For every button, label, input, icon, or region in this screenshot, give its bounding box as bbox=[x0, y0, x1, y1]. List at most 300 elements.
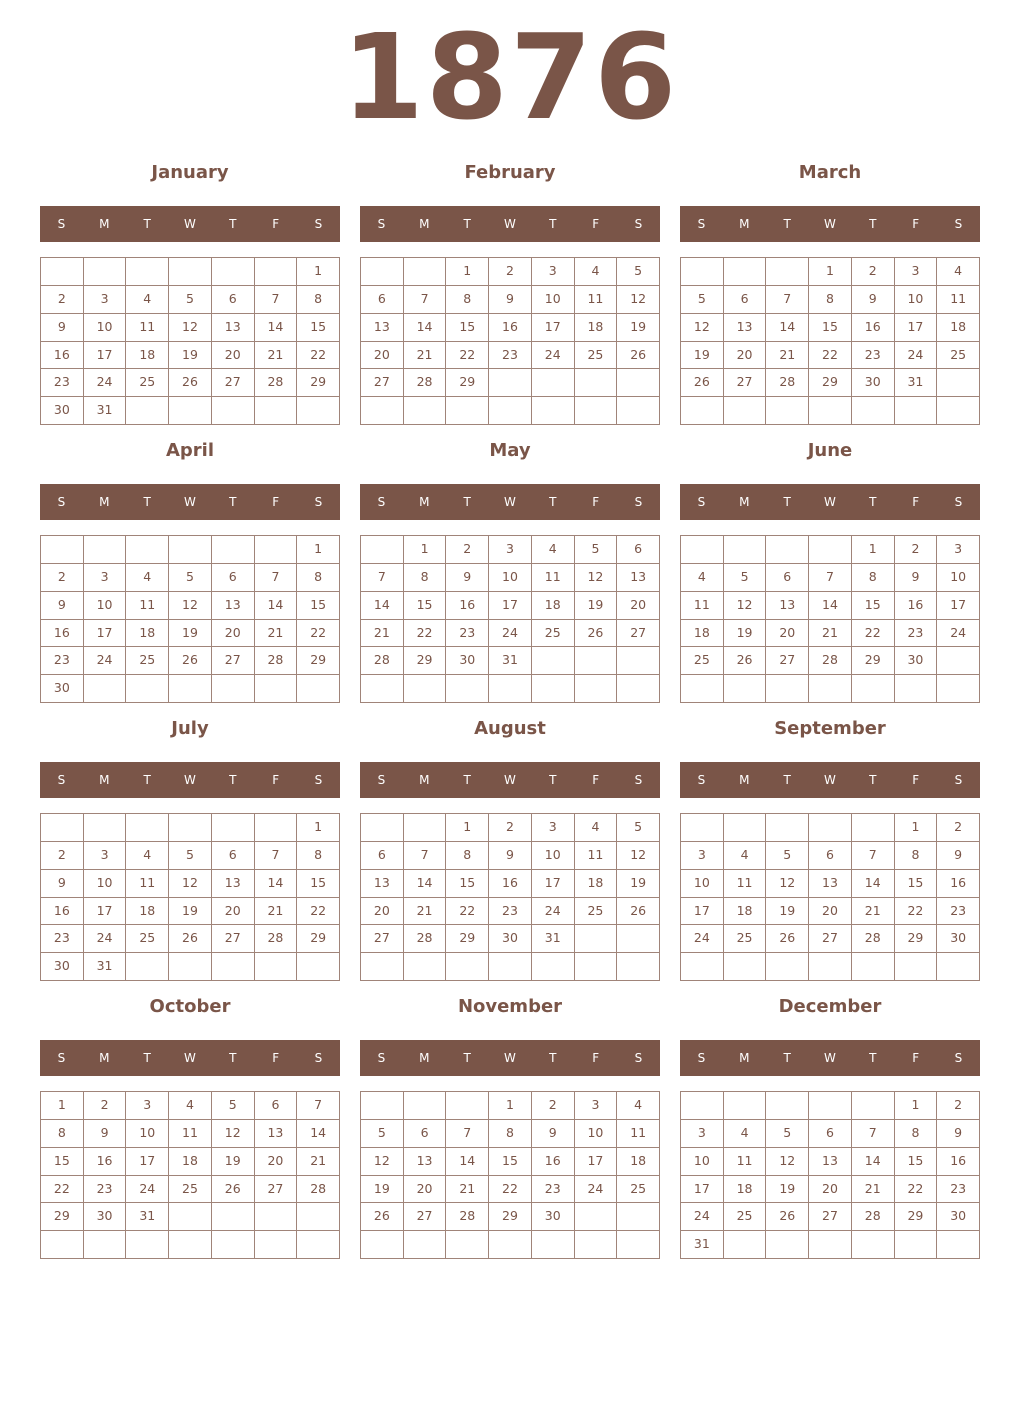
weekday-label: S bbox=[57, 773, 66, 787]
day-cell: 19 bbox=[617, 314, 660, 342]
weekday-label: W bbox=[184, 495, 196, 509]
weekday-label: M bbox=[739, 773, 750, 787]
day-cell: 29 bbox=[489, 1203, 532, 1231]
day-cell: 13 bbox=[361, 314, 404, 342]
day-cell: 8 bbox=[809, 286, 852, 314]
day-cell: 7 bbox=[766, 286, 809, 314]
day-cell: 25 bbox=[681, 647, 724, 675]
weekday-label: T bbox=[869, 1051, 877, 1065]
day-cell: 9 bbox=[895, 564, 938, 592]
day-cell: 29 bbox=[41, 1203, 84, 1231]
day-cell: 4 bbox=[617, 1092, 660, 1120]
day-cell: 16 bbox=[489, 870, 532, 898]
day-cell: 27 bbox=[255, 1176, 298, 1204]
day-cell: 16 bbox=[41, 898, 84, 926]
day-cell: 18 bbox=[126, 342, 169, 370]
day-cell: 18 bbox=[126, 898, 169, 926]
day-cell: 3 bbox=[681, 1120, 724, 1148]
weekday-label: T bbox=[783, 773, 791, 787]
day-cell: 2 bbox=[41, 564, 84, 592]
day-cell: 14 bbox=[404, 314, 447, 342]
day-cell: 28 bbox=[404, 369, 447, 397]
empty-day-cell bbox=[937, 369, 980, 397]
weekday-label: S bbox=[697, 773, 706, 787]
day-cell: 6 bbox=[766, 564, 809, 592]
empty-day-cell bbox=[617, 953, 660, 981]
day-cell: 23 bbox=[41, 369, 84, 397]
day-cell: 26 bbox=[212, 1176, 255, 1204]
weekday-label: M bbox=[99, 773, 110, 787]
weekday-label: M bbox=[419, 773, 430, 787]
weekday-header bbox=[680, 206, 980, 242]
day-cell: 21 bbox=[297, 1148, 340, 1176]
day-cell: 17 bbox=[489, 592, 532, 620]
weekday-header bbox=[680, 762, 980, 798]
day-cell: 28 bbox=[361, 647, 404, 675]
empty-day-cell bbox=[575, 369, 618, 397]
empty-day-cell bbox=[169, 814, 212, 842]
empty-day-cell bbox=[489, 1231, 532, 1259]
day-cell: 15 bbox=[297, 314, 340, 342]
day-cell: 15 bbox=[446, 870, 489, 898]
day-cell: 17 bbox=[681, 1176, 724, 1204]
day-cell: 21 bbox=[404, 898, 447, 926]
weekday-label: M bbox=[99, 1051, 110, 1065]
empty-day-cell bbox=[617, 1203, 660, 1231]
day-cell: 2 bbox=[446, 536, 489, 564]
day-cell: 25 bbox=[617, 1176, 660, 1204]
day-grid bbox=[680, 1091, 980, 1259]
day-cell: 25 bbox=[126, 647, 169, 675]
day-cell: 19 bbox=[169, 342, 212, 370]
day-cell: 26 bbox=[169, 647, 212, 675]
day-cell: 3 bbox=[84, 286, 127, 314]
empty-day-cell bbox=[766, 1092, 809, 1120]
month-name: July bbox=[171, 718, 209, 739]
day-cell: 27 bbox=[766, 647, 809, 675]
day-cell: 28 bbox=[297, 1176, 340, 1204]
day-cell: 17 bbox=[895, 314, 938, 342]
empty-day-cell bbox=[532, 369, 575, 397]
day-cell: 10 bbox=[84, 870, 127, 898]
day-cell: 5 bbox=[212, 1092, 255, 1120]
day-cell: 14 bbox=[297, 1120, 340, 1148]
day-cell: 9 bbox=[852, 286, 895, 314]
day-cell: 28 bbox=[255, 925, 298, 953]
day-cell: 28 bbox=[404, 925, 447, 953]
day-cell: 17 bbox=[532, 314, 575, 342]
day-cell: 7 bbox=[809, 564, 852, 592]
day-cell: 1 bbox=[852, 536, 895, 564]
day-cell: 24 bbox=[532, 898, 575, 926]
day-cell: 15 bbox=[297, 870, 340, 898]
day-cell: 30 bbox=[895, 647, 938, 675]
day-cell: 13 bbox=[255, 1120, 298, 1148]
day-cell: 5 bbox=[169, 286, 212, 314]
empty-day-cell bbox=[404, 397, 447, 425]
day-cell: 20 bbox=[766, 620, 809, 648]
day-cell: 18 bbox=[724, 898, 767, 926]
day-cell: 30 bbox=[446, 647, 489, 675]
empty-day-cell bbox=[532, 675, 575, 703]
day-cell: 7 bbox=[361, 564, 404, 592]
day-cell: 23 bbox=[532, 1176, 575, 1204]
day-cell: 17 bbox=[681, 898, 724, 926]
weekday-header bbox=[40, 762, 340, 798]
day-cell: 4 bbox=[937, 258, 980, 286]
day-cell: 29 bbox=[852, 647, 895, 675]
empty-day-cell bbox=[446, 953, 489, 981]
day-cell: 24 bbox=[575, 1176, 618, 1204]
day-cell: 24 bbox=[895, 342, 938, 370]
day-cell: 19 bbox=[169, 898, 212, 926]
day-cell: 16 bbox=[41, 342, 84, 370]
weekday-label: W bbox=[184, 217, 196, 231]
empty-day-cell bbox=[809, 953, 852, 981]
day-cell: 14 bbox=[852, 1148, 895, 1176]
empty-day-cell bbox=[126, 675, 169, 703]
day-grid bbox=[680, 535, 980, 703]
empty-day-cell bbox=[84, 1231, 127, 1259]
day-cell: 19 bbox=[724, 620, 767, 648]
empty-day-cell bbox=[852, 397, 895, 425]
day-cell: 2 bbox=[852, 258, 895, 286]
empty-day-cell bbox=[41, 536, 84, 564]
month-february bbox=[360, 161, 660, 431]
day-cell: 31 bbox=[489, 647, 532, 675]
empty-day-cell bbox=[255, 397, 298, 425]
day-cell: 23 bbox=[489, 342, 532, 370]
day-cell: 27 bbox=[724, 369, 767, 397]
day-cell: 16 bbox=[852, 314, 895, 342]
day-cell: 7 bbox=[404, 842, 447, 870]
day-cell: 14 bbox=[809, 592, 852, 620]
day-cell: 14 bbox=[404, 870, 447, 898]
day-cell: 4 bbox=[681, 564, 724, 592]
day-cell: 11 bbox=[575, 286, 618, 314]
day-cell: 11 bbox=[532, 564, 575, 592]
empty-day-cell bbox=[766, 953, 809, 981]
day-cell: 1 bbox=[489, 1092, 532, 1120]
day-cell: 4 bbox=[126, 564, 169, 592]
weekday-label: T bbox=[463, 773, 471, 787]
day-cell: 9 bbox=[489, 842, 532, 870]
weekday-label: T bbox=[869, 773, 877, 787]
day-cell: 23 bbox=[895, 620, 938, 648]
day-cell: 4 bbox=[126, 842, 169, 870]
day-cell: 29 bbox=[297, 925, 340, 953]
weekday-label: T bbox=[869, 495, 877, 509]
day-cell: 18 bbox=[681, 620, 724, 648]
day-cell: 8 bbox=[446, 286, 489, 314]
empty-day-cell bbox=[255, 258, 298, 286]
empty-day-cell bbox=[404, 814, 447, 842]
day-cell: 19 bbox=[169, 620, 212, 648]
weekday-label: T bbox=[463, 495, 471, 509]
day-cell: 31 bbox=[126, 1203, 169, 1231]
day-cell: 28 bbox=[809, 647, 852, 675]
day-cell: 19 bbox=[617, 870, 660, 898]
day-cell: 6 bbox=[724, 286, 767, 314]
weekday-label: S bbox=[954, 495, 963, 509]
empty-day-cell bbox=[766, 675, 809, 703]
empty-day-cell bbox=[212, 675, 255, 703]
weekday-label: T bbox=[229, 217, 237, 231]
day-cell: 5 bbox=[575, 536, 618, 564]
day-cell: 15 bbox=[895, 870, 938, 898]
weekday-label: S bbox=[314, 1051, 323, 1065]
weekday-header bbox=[680, 484, 980, 520]
empty-day-cell bbox=[937, 397, 980, 425]
weekday-label: S bbox=[697, 495, 706, 509]
day-cell: 22 bbox=[895, 898, 938, 926]
empty-day-cell bbox=[41, 1231, 84, 1259]
day-grid bbox=[360, 813, 660, 981]
day-cell: 24 bbox=[126, 1176, 169, 1204]
day-cell: 5 bbox=[617, 814, 660, 842]
day-cell: 29 bbox=[446, 925, 489, 953]
weekday-header bbox=[360, 762, 660, 798]
day-cell: 12 bbox=[575, 564, 618, 592]
day-cell: 13 bbox=[724, 314, 767, 342]
day-cell: 20 bbox=[361, 342, 404, 370]
weekday-label: F bbox=[272, 495, 280, 509]
day-cell: 12 bbox=[361, 1148, 404, 1176]
empty-day-cell bbox=[809, 675, 852, 703]
weekday-label: F bbox=[272, 1051, 280, 1065]
month-june bbox=[680, 439, 980, 709]
day-cell: 23 bbox=[84, 1176, 127, 1204]
day-cell: 9 bbox=[532, 1120, 575, 1148]
weekday-label: S bbox=[377, 773, 386, 787]
empty-day-cell bbox=[126, 397, 169, 425]
day-cell: 27 bbox=[212, 647, 255, 675]
day-cell: 20 bbox=[809, 1176, 852, 1204]
day-cell: 22 bbox=[852, 620, 895, 648]
weekday-label: S bbox=[634, 1051, 643, 1065]
empty-day-cell bbox=[361, 536, 404, 564]
day-cell: 14 bbox=[255, 314, 298, 342]
day-cell: 1 bbox=[809, 258, 852, 286]
empty-day-cell bbox=[84, 814, 127, 842]
empty-day-cell bbox=[84, 536, 127, 564]
day-cell: 17 bbox=[575, 1148, 618, 1176]
day-cell: 20 bbox=[212, 898, 255, 926]
empty-day-cell bbox=[937, 953, 980, 981]
day-cell: 12 bbox=[724, 592, 767, 620]
day-cell: 9 bbox=[41, 314, 84, 342]
day-cell: 21 bbox=[255, 342, 298, 370]
day-cell: 25 bbox=[169, 1176, 212, 1204]
empty-day-cell bbox=[617, 647, 660, 675]
day-cell: 22 bbox=[809, 342, 852, 370]
empty-day-cell bbox=[169, 675, 212, 703]
day-cell: 30 bbox=[852, 369, 895, 397]
empty-day-cell bbox=[212, 536, 255, 564]
weekday-label: S bbox=[377, 1051, 386, 1065]
day-cell: 26 bbox=[169, 925, 212, 953]
day-cell: 15 bbox=[404, 592, 447, 620]
day-cell: 18 bbox=[575, 870, 618, 898]
day-cell: 7 bbox=[404, 286, 447, 314]
day-cell: 29 bbox=[895, 1203, 938, 1231]
empty-day-cell bbox=[255, 1203, 298, 1231]
day-cell: 6 bbox=[617, 536, 660, 564]
empty-day-cell bbox=[446, 1231, 489, 1259]
month-july bbox=[40, 717, 340, 987]
day-cell: 20 bbox=[255, 1148, 298, 1176]
day-cell: 12 bbox=[169, 870, 212, 898]
day-cell: 8 bbox=[446, 842, 489, 870]
day-cell: 14 bbox=[255, 592, 298, 620]
day-cell: 12 bbox=[617, 842, 660, 870]
day-grid bbox=[680, 813, 980, 981]
day-cell: 2 bbox=[489, 814, 532, 842]
day-cell: 3 bbox=[532, 814, 575, 842]
day-cell: 13 bbox=[212, 592, 255, 620]
day-cell: 17 bbox=[84, 620, 127, 648]
weekday-label: W bbox=[184, 773, 196, 787]
day-cell: 24 bbox=[84, 369, 127, 397]
day-cell: 7 bbox=[255, 286, 298, 314]
empty-day-cell bbox=[809, 1231, 852, 1259]
day-cell: 8 bbox=[895, 1120, 938, 1148]
empty-day-cell bbox=[489, 675, 532, 703]
weekday-label: S bbox=[954, 1051, 963, 1065]
weekday-label: F bbox=[592, 217, 600, 231]
day-cell: 26 bbox=[617, 898, 660, 926]
day-cell: 26 bbox=[766, 1203, 809, 1231]
empty-day-cell bbox=[937, 675, 980, 703]
empty-day-cell bbox=[255, 1231, 298, 1259]
day-cell: 23 bbox=[489, 898, 532, 926]
empty-day-cell bbox=[809, 536, 852, 564]
day-cell: 6 bbox=[255, 1092, 298, 1120]
empty-day-cell bbox=[937, 647, 980, 675]
day-grid bbox=[40, 813, 340, 981]
day-cell: 6 bbox=[404, 1120, 447, 1148]
day-cell: 12 bbox=[766, 1148, 809, 1176]
day-cell: 21 bbox=[255, 620, 298, 648]
empty-day-cell bbox=[809, 397, 852, 425]
day-cell: 21 bbox=[852, 898, 895, 926]
empty-day-cell bbox=[212, 1203, 255, 1231]
day-cell: 25 bbox=[575, 898, 618, 926]
day-cell: 17 bbox=[126, 1148, 169, 1176]
day-cell: 27 bbox=[617, 620, 660, 648]
empty-day-cell bbox=[361, 258, 404, 286]
empty-day-cell bbox=[575, 397, 618, 425]
day-cell: 2 bbox=[895, 536, 938, 564]
weekday-label: M bbox=[99, 217, 110, 231]
day-cell: 12 bbox=[617, 286, 660, 314]
empty-day-cell bbox=[126, 258, 169, 286]
empty-day-cell bbox=[852, 675, 895, 703]
day-cell: 23 bbox=[41, 925, 84, 953]
day-cell: 12 bbox=[212, 1120, 255, 1148]
day-cell: 11 bbox=[617, 1120, 660, 1148]
empty-day-cell bbox=[532, 647, 575, 675]
day-cell: 5 bbox=[617, 258, 660, 286]
day-cell: 22 bbox=[297, 342, 340, 370]
weekday-label: T bbox=[143, 773, 151, 787]
day-cell: 10 bbox=[84, 314, 127, 342]
day-cell: 29 bbox=[297, 647, 340, 675]
day-cell: 26 bbox=[575, 620, 618, 648]
empty-day-cell bbox=[297, 953, 340, 981]
day-cell: 7 bbox=[255, 564, 298, 592]
day-cell: 1 bbox=[895, 1092, 938, 1120]
empty-day-cell bbox=[404, 675, 447, 703]
empty-day-cell bbox=[895, 675, 938, 703]
day-cell: 23 bbox=[41, 647, 84, 675]
day-cell: 19 bbox=[681, 342, 724, 370]
weekday-label: W bbox=[504, 1051, 516, 1065]
empty-day-cell bbox=[41, 814, 84, 842]
day-cell: 27 bbox=[809, 925, 852, 953]
weekday-label: F bbox=[912, 495, 920, 509]
empty-day-cell bbox=[766, 536, 809, 564]
weekday-label: S bbox=[634, 217, 643, 231]
weekday-label: W bbox=[824, 773, 836, 787]
weekday-label: T bbox=[783, 495, 791, 509]
weekday-label: T bbox=[143, 1051, 151, 1065]
day-cell: 5 bbox=[766, 1120, 809, 1148]
empty-day-cell bbox=[575, 647, 618, 675]
weekday-header bbox=[360, 1040, 660, 1076]
weekday-label: T bbox=[143, 495, 151, 509]
day-cell: 25 bbox=[126, 925, 169, 953]
day-cell: 16 bbox=[446, 592, 489, 620]
day-cell: 24 bbox=[681, 1203, 724, 1231]
day-cell: 26 bbox=[766, 925, 809, 953]
empty-day-cell bbox=[446, 397, 489, 425]
day-cell: 2 bbox=[84, 1092, 127, 1120]
day-cell: 1 bbox=[297, 814, 340, 842]
empty-day-cell bbox=[297, 1231, 340, 1259]
day-cell: 30 bbox=[937, 925, 980, 953]
weekday-label: F bbox=[592, 1051, 600, 1065]
weekday-label: W bbox=[824, 217, 836, 231]
day-cell: 13 bbox=[809, 870, 852, 898]
weekday-label: W bbox=[824, 1051, 836, 1065]
empty-day-cell bbox=[617, 925, 660, 953]
day-cell: 27 bbox=[404, 1203, 447, 1231]
day-cell: 8 bbox=[895, 842, 938, 870]
day-cell: 4 bbox=[724, 1120, 767, 1148]
empty-day-cell bbox=[852, 1231, 895, 1259]
day-cell: 2 bbox=[937, 814, 980, 842]
weekday-label: S bbox=[697, 1051, 706, 1065]
empty-day-cell bbox=[617, 675, 660, 703]
day-cell: 10 bbox=[575, 1120, 618, 1148]
day-cell: 28 bbox=[852, 1203, 895, 1231]
day-cell: 17 bbox=[84, 342, 127, 370]
day-cell: 1 bbox=[297, 536, 340, 564]
empty-day-cell bbox=[681, 258, 724, 286]
day-cell: 16 bbox=[895, 592, 938, 620]
day-cell: 15 bbox=[489, 1148, 532, 1176]
empty-day-cell bbox=[575, 953, 618, 981]
day-grid bbox=[680, 257, 980, 425]
day-cell: 13 bbox=[766, 592, 809, 620]
day-cell: 1 bbox=[404, 536, 447, 564]
empty-day-cell bbox=[724, 397, 767, 425]
day-cell: 23 bbox=[852, 342, 895, 370]
day-cell: 31 bbox=[532, 925, 575, 953]
day-cell: 22 bbox=[489, 1176, 532, 1204]
empty-day-cell bbox=[681, 536, 724, 564]
